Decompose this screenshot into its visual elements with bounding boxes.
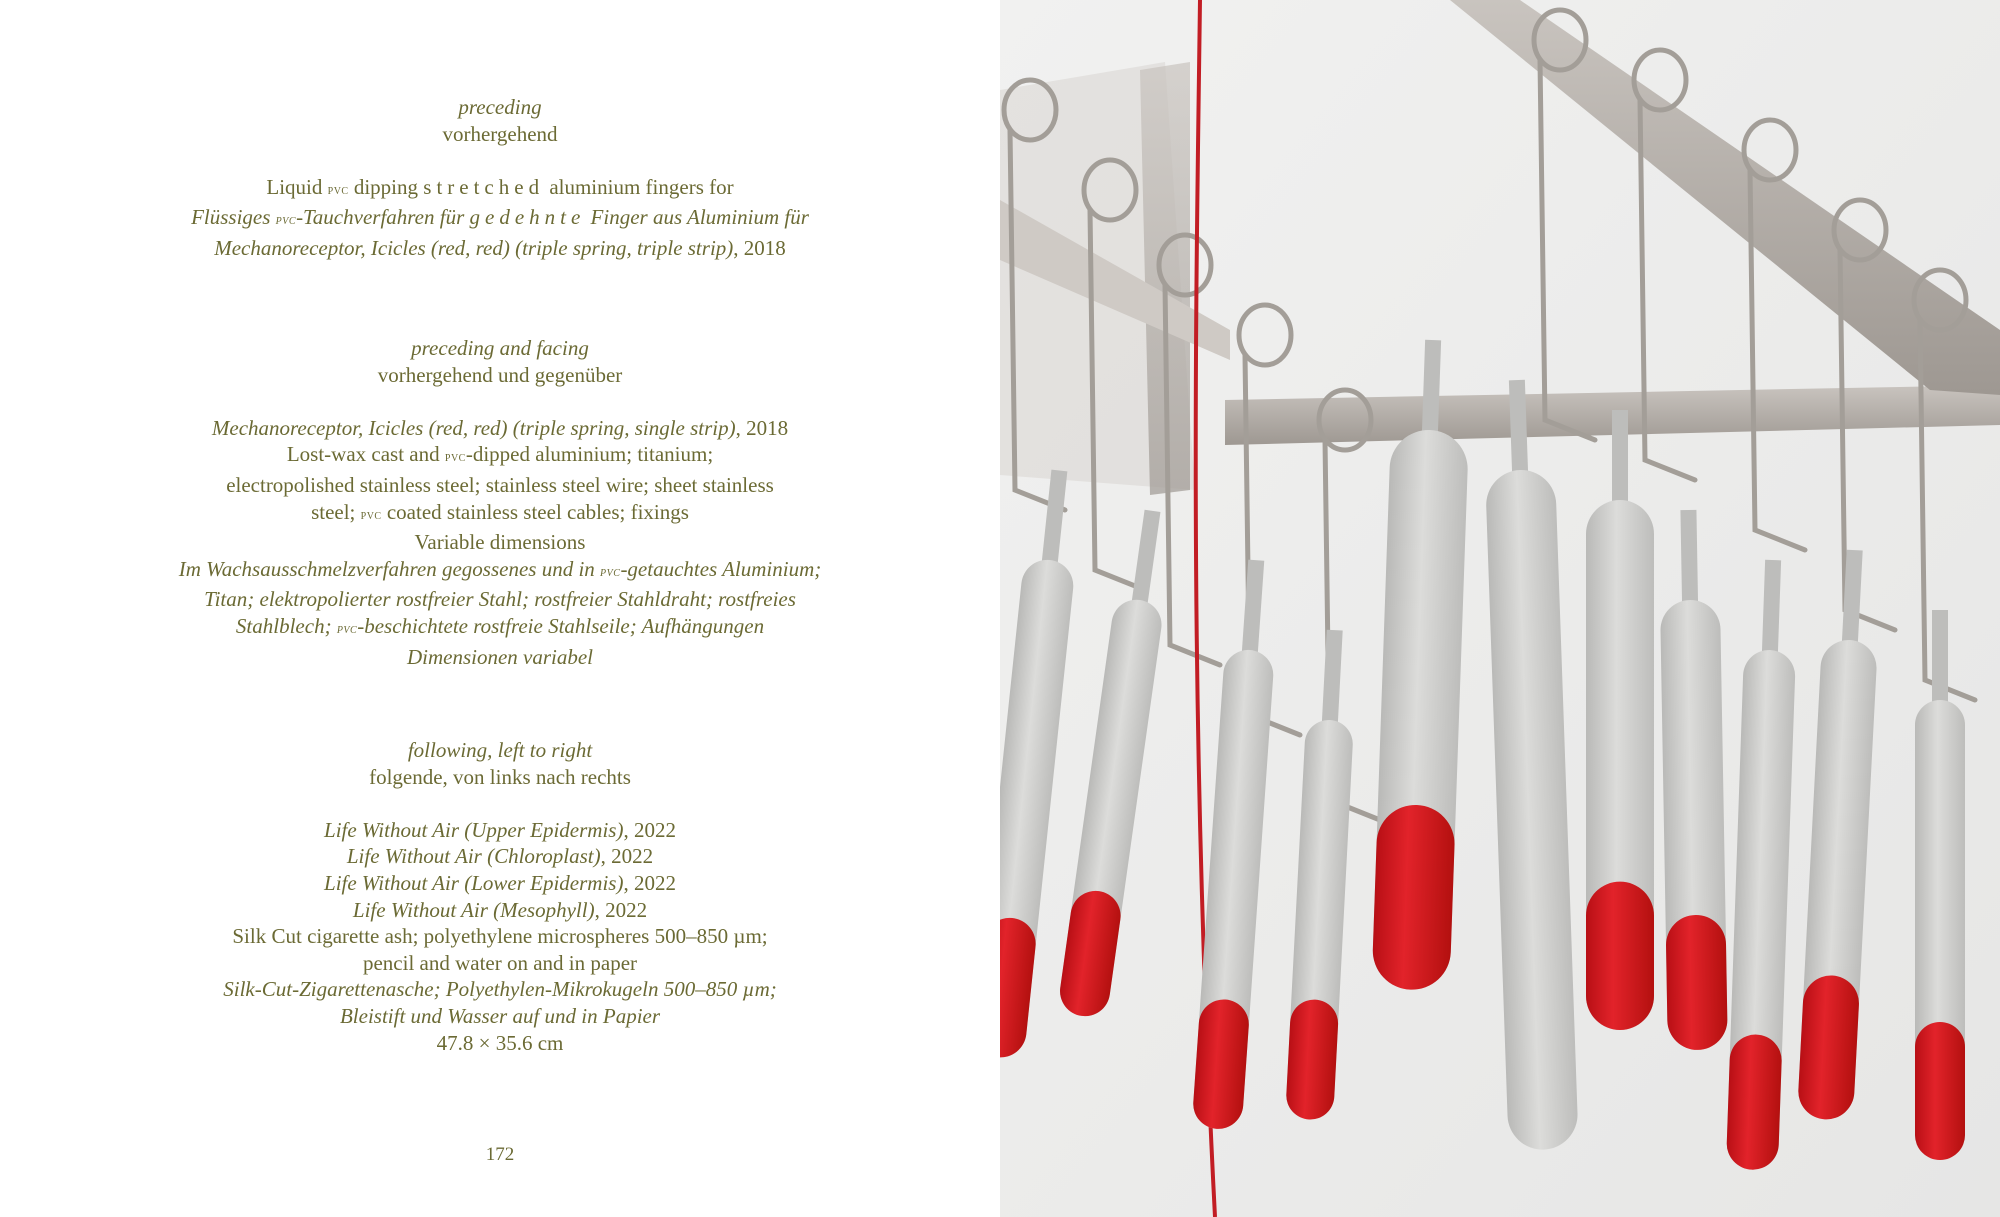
work-title: Life Without Air (Chloroplast) [346,844,601,869]
work-title-line [100,843,900,870]
medium-line-de: Silk-Cut-Zigarettenasche; Polyethylen-Mikrokugeln 500–850 µm; [223,977,777,1002]
work-year: , 2018 [733,235,786,260]
finger-red-tip [1666,914,1728,1050]
text-fragment: Im Wachsausschmelzverfahren gegossenes und in [178,556,601,581]
finger-red-tip [1192,998,1251,1131]
medium-line-de: Titan; elektropolierter rostfreier Stahl; rostfreier Stahldraht; rostfreies [204,587,796,612]
caption-block-following [100,737,900,1056]
medium-line-en [100,441,900,472]
finger-red-tip [1285,998,1339,1120]
finger-red-tip [1726,1034,1783,1171]
work-title-line [100,817,900,844]
work-title-line [100,415,900,442]
text-fragment: Finger aus Aluminium für [585,205,809,230]
work-title: Life Without Air (Mesophyll) [352,897,595,922]
work-year: , 2022 [600,844,654,869]
caption-en: following, left to right [407,738,593,762]
text-fragment: -dipped aluminium; titanium; [465,442,714,467]
work-year: , 2022 [623,817,676,842]
text-fragment: -beschichtete rostfreie Stahlseile; Aufhängungen [357,613,765,638]
small-caps-fragment: pvc [444,450,466,466]
medium-line-de: Bleistift und Wasser auf und in Papier [339,1003,661,1028]
text-fragment: steel; [311,499,361,524]
work-line-en [100,174,900,205]
caption-block-preceding-and-facing [100,335,900,670]
medium-line-en [100,499,900,530]
text-fragment: dipping [348,174,424,199]
work-title-line [100,870,900,897]
page-number: 172 [485,1144,515,1165]
work-title: Mechanoreceptor, Icicles (red, red) (triple spring, single strip) [211,415,736,440]
caption-block-preceding [100,94,900,262]
work-title: Mechanoreceptor, Icicles (red, red) (triple spring, triple strip) [214,235,734,260]
work-year: , 2022 [623,870,676,895]
caption-de: vorhergehend [442,121,558,146]
medium-line-de [100,613,900,644]
text-fragment: Liquid [266,174,328,199]
dimensions: 47.8 × 35.6 cm [436,1030,564,1055]
text-fragment: -getauchtes Aluminium; [620,556,822,581]
text-fragment: -Tauchverfahren für [296,205,470,230]
work-title-line [100,897,900,924]
caption-en: preceding [458,95,542,119]
work-year: , 2018 [735,415,789,440]
medium-line-en: pencil and water on and in paper [362,950,638,975]
caption-en: preceding and facing [411,336,589,360]
work-title: Life Without Air (Lower Epidermis) [324,870,624,895]
dimensions-de: Dimensionen variabel [406,644,594,669]
caption-de: folgende, von links nach rechts [369,764,631,789]
dimensions-en: Variable dimensions [414,530,586,555]
text-fragment: aluminium fingers for [544,174,734,199]
sculpture-photograph [1000,0,2000,1217]
finger-red-tip [1797,974,1860,1121]
letterspaced-fragment: stretched [423,174,545,199]
work-year: , 2022 [594,897,648,922]
small-caps-fragment: pvc [600,564,621,580]
small-caps-fragment: pvc [275,213,297,229]
right-page-photograph [1000,0,2000,1217]
text-fragment: Flüssiges [191,205,276,230]
text-fragment: coated stainless steel cables; fixings [381,499,689,524]
medium-line-en: electropolished stainless steel; stainless steel wire; sheet stainless [226,472,774,497]
small-caps-fragment: pvc [327,182,349,198]
work-line-de [100,204,900,235]
finger-red-tip [1371,804,1455,991]
text-fragment: Stahlblech; [235,613,337,638]
medium-line-en: Silk Cut cigarette ash; polyethylene microspheres 500–850 µm; [232,924,768,949]
letterspaced-fragment: gedehnte [469,205,586,230]
small-caps-fragment: pvc [336,621,358,637]
text-fragment: Lost-wax cast and [286,442,445,467]
finger-red-tip [1586,882,1654,1030]
medium-line-de [100,556,900,587]
work-title-line [100,235,900,262]
finger-red-tip [1915,1022,1965,1160]
work-title: Life Without Air (Upper Epidermis) [324,817,624,842]
caption-de: vorhergehend und gegenüber [377,362,623,387]
small-caps-fragment: pvc [360,507,382,523]
